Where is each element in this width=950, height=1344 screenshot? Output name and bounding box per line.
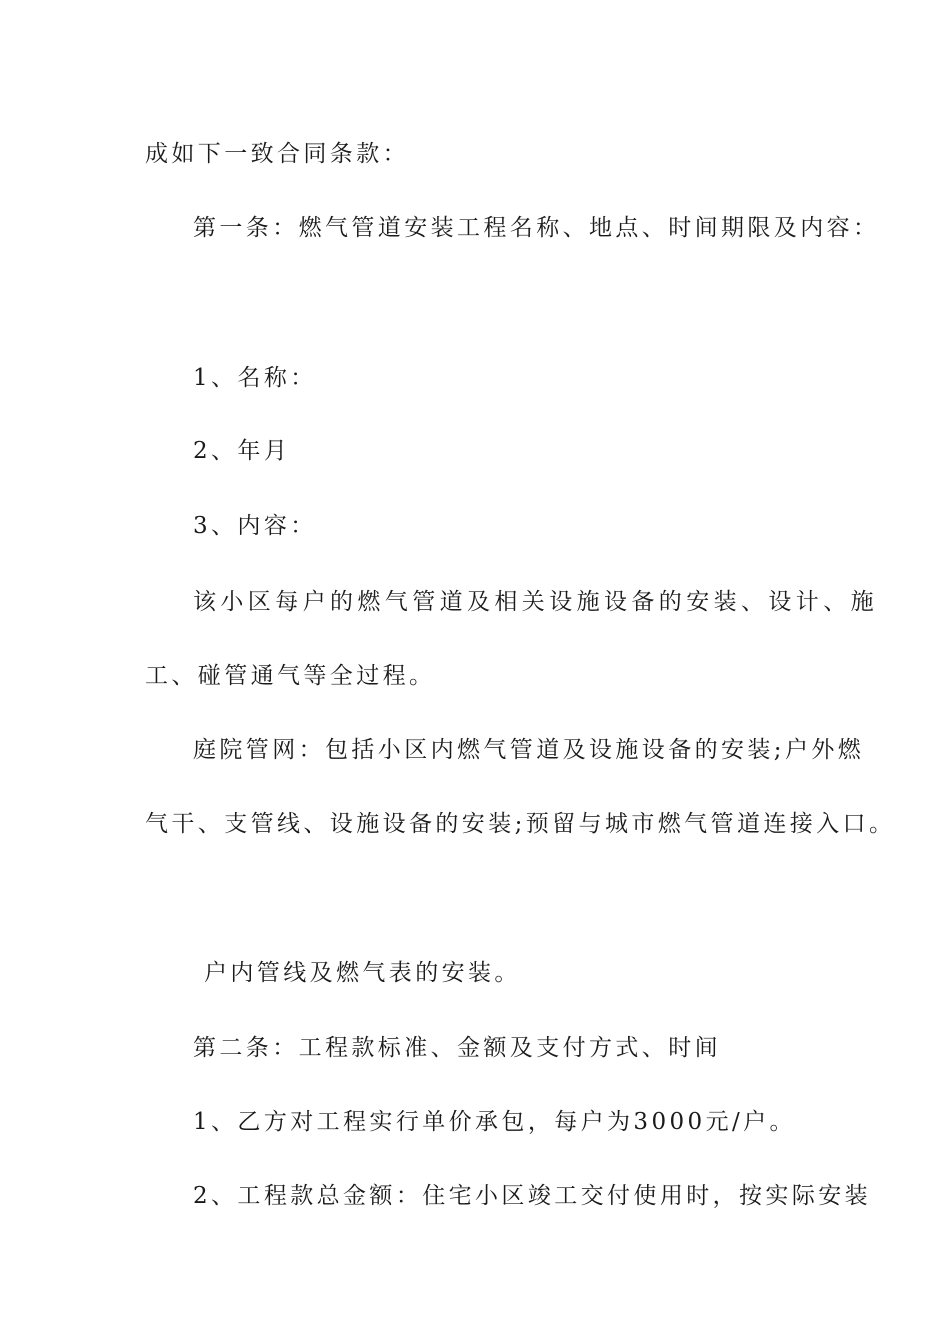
contract-intro-line: 成如下一致合同条款： [145,141,409,167]
item-content: 3、内容： [193,513,317,539]
payment-item-2: 2、工程款总金额：住宅小区竣工交付使用时，按实际安装 [193,1183,872,1209]
item-date: 2、年月 [193,438,291,464]
indoor-installation-line: 户内管线及燃气表的安装。 [204,960,521,986]
article-two-heading: 第二条：工程款标准、金额及支付方式、时间 [193,1035,721,1061]
item-name: 1、名称： [193,365,317,391]
content-paragraph-line-2: 工、碰管通气等全过程。 [145,663,436,689]
courtyard-network-line-2: 气干、支管线、设施设备的安装;预留与城市燃气管道连接入口。 [145,811,896,837]
payment-item-1: 1、乙方对工程实行单价承包，每户为3000元/户。 [193,1109,796,1135]
content-paragraph-line-1: 该小区每户的燃气管道及相关设施设备的安装、设计、施 [193,589,878,615]
courtyard-network-line-1: 庭院管网：包括小区内燃气管道及设施设备的安装;户外燃 [193,737,865,763]
article-one-heading: 第一条：燃气管道安装工程名称、地点、时间期限及内容： [193,215,880,241]
